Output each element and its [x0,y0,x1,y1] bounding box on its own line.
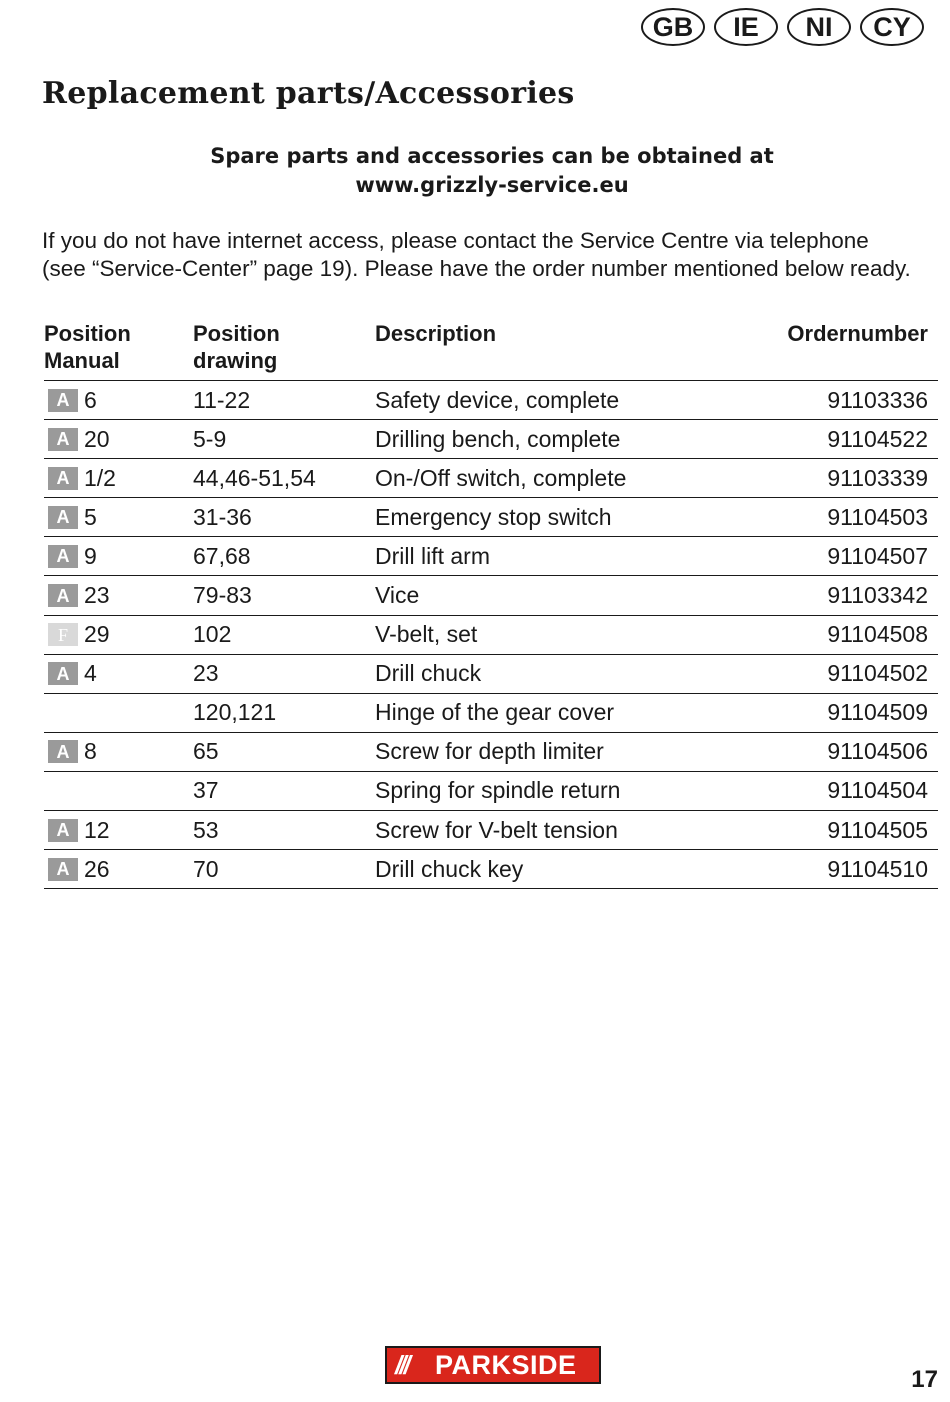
cell-position-drawing: 5-9 [193,425,227,452]
figure-a-icon: A [48,506,78,529]
cell-ordernumber: 91104506 [827,738,928,765]
cell-ordernumber: 91104508 [827,621,928,648]
manual-position: 26 [84,855,110,882]
cell-position-manual [44,856,193,883]
table-row [44,850,938,889]
cell-description: Safety device, complete [375,386,620,413]
cell-description: Spring for spindle return [375,777,621,804]
figure-a-icon: A [48,662,78,685]
table-row [44,420,938,459]
table-row [44,811,938,850]
cell-ordernumber: 91103339 [827,464,928,491]
cell-position-manual [44,738,193,765]
page-title: Replacement parts/Accessories [42,76,575,111]
parts-table [44,320,938,889]
cell-position-manual [44,504,193,531]
table-row [44,381,938,420]
cell-position-manual [44,426,193,453]
cell-position-manual [44,387,193,414]
header-position-drawing: Position drawing [193,321,280,373]
header-position-manual: Position Manual [44,321,131,373]
cell-ordernumber: 91104505 [827,816,928,843]
intro-line-2: (see “Service-Center” page 19). Please have the order number mentioned below ready. [42,256,911,281]
table-row [44,459,938,498]
cell-description: Screw for V-belt tension [375,816,618,843]
table-row [44,694,938,733]
cell-position-drawing: 11-22 [193,386,251,413]
intro-paragraph [42,227,932,283]
notice-url: www.grizzly-service.eu [355,173,629,197]
cell-position-manual [44,582,193,609]
cell-description: Hinge of the gear cover [375,699,615,726]
header-ordernumber: Ordernumber [787,321,928,346]
cell-position-manual [44,817,193,844]
cell-description: Vice [375,582,420,609]
manual-position: 12 [84,816,110,843]
country-badge-ni: NI [787,8,851,46]
logo-text: PARKSIDE [435,1349,577,1380]
cell-description: Drilling bench, complete [375,425,621,452]
country-badge-cy: CY [860,8,924,46]
cell-description: Drill lift arm [375,542,490,569]
figure-f-icon: F [48,623,78,646]
figure-a-icon: A [48,389,78,412]
cell-description: On-/Off switch, complete [375,464,627,491]
notice-line-1: Spare parts and accessories can be obtained at [210,144,774,168]
intro-line-1: If you do not have internet access, please contact the Service Centre via telephone [42,228,869,253]
manual-position: 20 [84,425,110,452]
cell-ordernumber: 91103336 [827,386,928,413]
table-row [44,576,938,615]
cell-position-drawing: 65 [193,738,219,765]
spare-parts-notice [42,142,942,200]
cell-position-drawing: 120,121 [193,699,277,726]
figure-a-icon: A [48,819,78,842]
cell-position-drawing: 53 [193,816,219,843]
figure-a-icon: A [48,740,78,763]
cell-position-manual [44,465,193,492]
cell-position-manual [44,543,193,570]
figure-a-icon: A [48,584,78,607]
figure-a-icon: A [48,428,78,451]
manual-position: 9 [84,542,97,569]
cell-position-drawing: 31-36 [193,503,252,530]
country-badge-ie: IE [714,8,778,46]
table-row [44,655,938,694]
cell-ordernumber: 91103342 [827,582,928,609]
cell-position-drawing: 37 [193,777,219,804]
figure-a-icon: A [48,545,78,568]
cell-position-drawing: 23 [193,660,219,687]
cell-ordernumber: 91104503 [827,503,928,530]
table-body [44,381,938,889]
cell-description: Emergency stop switch [375,503,612,530]
manual-position: 23 [84,582,110,609]
figure-a-icon: A [48,467,78,490]
table-row [44,733,938,772]
cell-position-drawing: 44,46-51,54 [193,464,316,491]
cell-position-drawing: 70 [193,855,219,882]
figure-a-icon: A [48,858,78,881]
cell-ordernumber: 91104509 [827,699,928,726]
cell-position-drawing: 79-83 [193,582,252,609]
table-row [44,498,938,537]
table-row [44,537,938,576]
cell-ordernumber: 91104510 [827,855,928,882]
table-header [44,320,938,381]
table-row [44,616,938,655]
cell-ordernumber: 91104522 [827,425,928,452]
manual-position: 8 [84,738,97,765]
cell-description: V-belt, set [375,621,478,648]
manual-position: 5 [84,503,97,530]
country-badges [641,8,924,46]
manual-position: 29 [84,621,110,648]
country-badge-gb: GB [641,8,705,46]
cell-ordernumber: 91104507 [827,542,928,569]
cell-position-manual [44,621,193,648]
cell-ordernumber: 91104504 [827,777,928,804]
cell-description: Drill chuck [375,660,482,687]
cell-position-manual [44,660,193,687]
manual-position: 4 [84,660,97,687]
logo-slashes: /// [395,1349,408,1380]
parkside-logo [385,1346,601,1384]
table-row [44,772,938,811]
cell-description: Drill chuck key [375,855,524,882]
cell-position-drawing: 67,68 [193,542,251,569]
header-description: Description [375,321,497,346]
cell-ordernumber: 91104502 [827,660,928,687]
cell-position-drawing: 102 [193,621,232,648]
manual-position: 1/2 [84,464,116,491]
cell-description: Screw for depth limiter [375,738,604,765]
manual-position: 6 [84,386,97,413]
page-number: 17 [911,1366,938,1393]
